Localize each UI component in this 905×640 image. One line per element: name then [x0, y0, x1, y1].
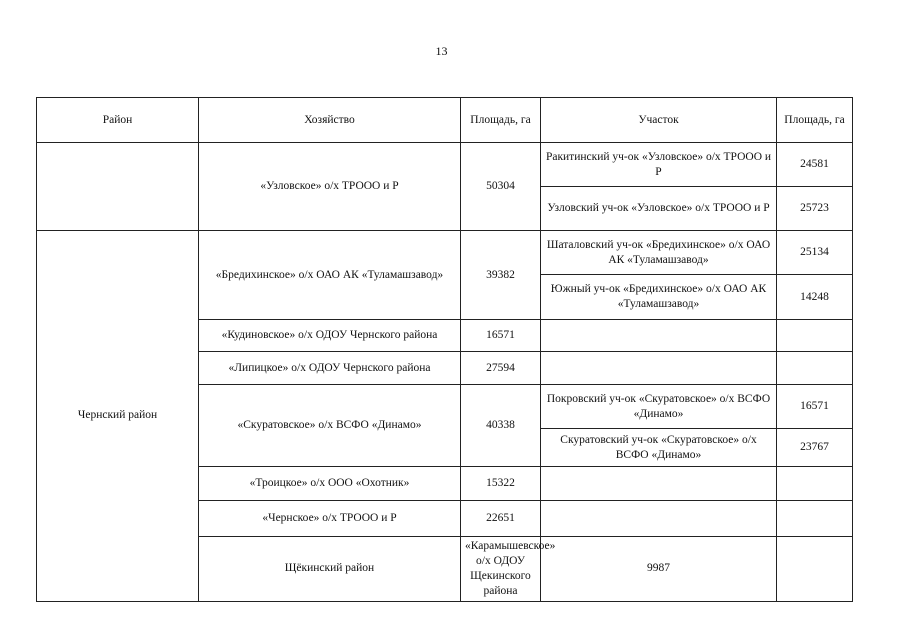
district-cell: Щёкинский район [199, 537, 461, 602]
plot-cell-empty [541, 320, 777, 352]
farm-area-cell: 27594 [461, 352, 541, 385]
plot-cell: Скуратовский уч-ок «Скуратовское» о/х ВСФО «Динамо» [541, 429, 777, 467]
plot-cell: Узловский уч-ок «Узловское» о/х ТРООО и Р [541, 187, 777, 231]
plot-cell: Южный уч-ок «Бредихинское» о/х ОАО АК «Туламашзавод» [541, 275, 777, 320]
farm-area-cell: 50304 [461, 143, 541, 231]
farm-area-cell: 22651 [461, 501, 541, 537]
farm-area-cell: 9987 [541, 537, 777, 602]
plot-area-cell: 14248 [777, 275, 853, 320]
plot-cell-empty [541, 467, 777, 501]
header-plot-area: Площадь, га [777, 98, 853, 143]
plot-cell-empty [541, 352, 777, 385]
plot-cell: Ракитинский уч-ок «Узловское» о/х ТРООО и Р [541, 143, 777, 187]
farm-cell: «Узловское» о/х ТРООО и Р [199, 143, 461, 231]
farm-area-cell: 15322 [461, 467, 541, 501]
farm-cell: «Чернское» о/х ТРООО и Р [199, 501, 461, 537]
farm-cell: «Кудиновское» о/х ОДОУ Чернского района [199, 320, 461, 352]
farm-cell: «Липицкое» о/х ОДОУ Чернского района [199, 352, 461, 385]
header-farm-area: Площадь, га [461, 98, 541, 143]
table-row [37, 143, 853, 187]
plot-area-cell: 25723 [777, 187, 853, 231]
header-plot: Участок [541, 98, 777, 143]
farm-cell: «Бредихинское» о/х ОАО АК «Туламашзавод» [199, 231, 461, 320]
farm-cell: «Скуратовское» о/х ВСФО «Динамо» [199, 385, 461, 467]
page-number: 13 [435, 44, 448, 58]
farm-cell: «Троицкое» о/х ООО «Охотник» [199, 467, 461, 501]
district-cell-empty [37, 143, 199, 231]
plot-area-cell: 25134 [777, 231, 853, 275]
plot-area-cell: 16571 [777, 385, 853, 429]
plot-area-cell-empty [777, 467, 853, 501]
farm-area-cell: 40338 [461, 385, 541, 467]
plot-area-cell-empty [777, 501, 853, 537]
hunting-grounds-table [36, 97, 853, 602]
district-cell: Чернский район [37, 231, 199, 602]
plot-area-cell: 23767 [777, 429, 853, 467]
plot-area-cell-empty [777, 320, 853, 352]
header-district: Район [37, 98, 199, 143]
plot-cell-empty [541, 501, 777, 537]
farm-cell: «Карамышевское» о/х ОДОУ Щекинского района [461, 537, 541, 602]
farm-area-cell: 16571 [461, 320, 541, 352]
header-farm: Хозяйство [199, 98, 461, 143]
plot-area-cell-empty [777, 352, 853, 385]
table-header-row [37, 98, 853, 143]
farm-area-cell: 39382 [461, 231, 541, 320]
plot-cell: Покровский уч-ок «Скуратовское» о/х ВСФО «Динамо» [541, 385, 777, 429]
plot-cell: Шаталовский уч-ок «Бредихинское» о/х ОАО АК «Туламашзавод» [541, 231, 777, 275]
table-row [37, 231, 853, 275]
plot-cell-empty [777, 537, 853, 602]
plot-area-cell: 24581 [777, 143, 853, 187]
